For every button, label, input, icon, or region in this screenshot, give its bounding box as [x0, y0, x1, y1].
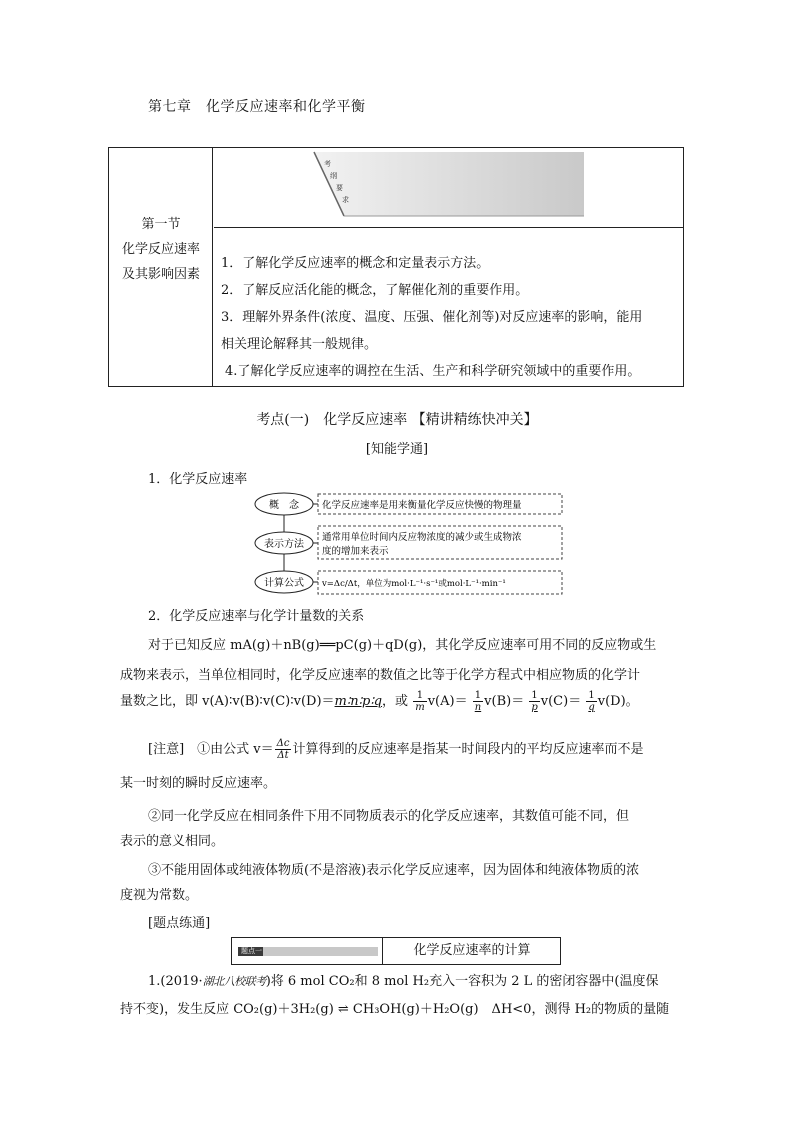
concept-row-expression — [255, 526, 562, 559]
banner-char-1: 考 — [324, 160, 331, 168]
fraction-1-n: $\frac{1}{n}$ — [474, 690, 482, 713]
note-2-line-2: 表示的意义相同。 — [120, 834, 225, 849]
requirement-item: 1．了解化学反应速率的概念和定量表示方法。 — [221, 256, 490, 271]
ratio-answer: m∶n∶p∶q — [334, 694, 383, 709]
concept-row-definition — [255, 493, 562, 515]
banner-char-3: 要 — [336, 184, 343, 192]
requirement-item: 3．理解外界条件(浓度、温度、压强、催化剂等)对反应速率的影响，能用 — [221, 310, 643, 325]
relation-line-2: 成物来表示，当单位相同时，化学反应速率的数值之比等于化学方程式中相应物质的化学计 — [120, 668, 641, 683]
fraction-1-q: $\frac{1}{q}$ — [588, 690, 595, 713]
requirements-banner — [214, 148, 684, 228]
concept-text: 通常用单位时间内反应物浓度的减少或生成物浓 — [322, 532, 522, 543]
note-3-line-1: ③不能用固体或纯液体物质(不是溶液)表示化学反应速率，因为固体和纯液体物质的浓 — [148, 863, 640, 878]
section-name-line2: 及其影响因素 — [121, 267, 200, 282]
requirements-table — [108, 147, 684, 387]
section-number: 第一节 — [141, 217, 181, 232]
section-name-line1: 化学反应速率 — [121, 242, 200, 257]
chapter-title: 第七章 化学反应速率和化学平衡 — [148, 99, 366, 115]
fraction-1-p: $\frac{1}{p}$ — [531, 690, 538, 713]
relation-line-1: 对于已知反应 mA(g)＋nB(g)══pC(g)＋qD(g)，其化学反应速率可用不同的反应物或生 — [148, 638, 657, 653]
practice-heading: [题点练通] — [148, 916, 211, 931]
banner-char-2: 纲 — [330, 172, 337, 180]
requirements-list — [221, 250, 681, 385]
note-1-line-2: 某一时刻的瞬时反应速率。 — [120, 776, 277, 791]
kaodian-title: 考点(一) 化学反应速率 【精讲精练快冲关】 — [256, 412, 538, 428]
concept-text: v=Δc/Δt，单位为mol·L⁻¹·s⁻¹或mol·L⁻¹·min⁻¹ — [322, 579, 506, 589]
banner-char-4: 求 — [342, 196, 349, 204]
topic-label: 化学反应速率的计算 — [382, 938, 561, 964]
relation-line-3: 量数之比，即 v(A)∶v(B)∶v(C)∶v(D)＝m∶n∶p∶q，或 $\frac{1}{m}$ v(A)＝ $\frac{1}{n}$ v(B)＝ $\frac{1}{p}$ v(C)＝ $\frac{1}{q}$ v(D)。 — [120, 690, 639, 713]
question-1-line-2: 持不变)，发生反应 CO₂(g)＋3H₂(g) ⇌ CH₃OH(g)＋H₂O(g) ΔH<0，测得 H₂的物质的量随 — [120, 1002, 670, 1017]
section-heading-rate: 1．化学反应速率 — [148, 472, 248, 487]
concept-text: 化学反应速率是用来衡量化学反应快慢的物理量 — [322, 500, 522, 511]
topic-tag: 题点一 — [241, 947, 262, 955]
concept-label: 概 念 — [269, 500, 299, 511]
kaodian-subtitle: [知能学通] — [365, 442, 429, 457]
concept-map — [254, 490, 564, 600]
concept-label: 计算公式 — [264, 578, 304, 589]
concept-text: 度的增加来表示 — [322, 546, 389, 557]
section-cell — [109, 148, 213, 386]
concept-label: 表示方法 — [264, 539, 304, 550]
section-heading-relation: 2．化学反应速率与化学计量数的关系 — [148, 609, 365, 624]
banner-graphic — [214, 148, 684, 228]
topic-box — [231, 937, 561, 965]
topic-tag-bar — [238, 947, 378, 956]
fraction-1-m: $\frac{1}{m}$ — [415, 690, 425, 713]
note-2-line-1: ②同一化学反应在相同条件下用不同物质表示的化学反应速率，其数值可能不同，但 — [148, 809, 630, 824]
requirement-item: 相关理论解释其一般规律。 — [221, 337, 378, 352]
requirement-item: 4.了解化学反应速率的调控在生活、生产和科学研究领域中的重要作用。 — [225, 364, 641, 379]
concept-row-formula — [255, 571, 562, 594]
requirement-item: 2．了解反应活化能的概念，了解催化剂的重要作用。 — [221, 283, 529, 298]
question-source: 湖北八校联考 — [202, 975, 266, 988]
note-3-line-2: 度视为常数。 — [120, 888, 199, 903]
question-1-line-1: 1.(2019·湖北八校联考)将 6 mol CO₂和 8 mol H₂充入一容积为 2 L 的密闭容器中(温度保 — [148, 974, 659, 989]
note-1-line-1: [注意] ①由公式 v＝ $\frac{\Delta c}{\Delta t}$ 计算得到的反应速率是指某一时间段内的平均反应速率而不是 — [148, 738, 644, 761]
formula-fraction: $\frac{\Delta c}{\Delta t}$ — [276, 738, 290, 761]
